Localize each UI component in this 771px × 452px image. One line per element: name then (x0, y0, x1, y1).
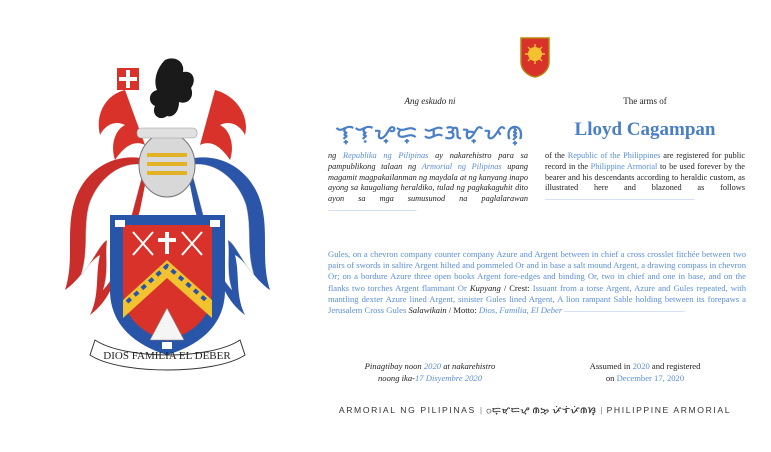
footer-baybayin: ᜀᜇ᜔ᜋᜓᜇᜌ᜔ ᜈᜅ᜔ ᜉᜒᜎᜒᜉᜒᜈᜐ᜔ (486, 405, 597, 415)
registration-text-filipino: ng Republika ng Pilipinas ay nakarehistro para sa pampublikong talaan ng Armorial ng Pilipinas upang magamit magpakailanman ng maydala at ng kanyang inapo ayong sa kaugaliang heraldiko, tulad ng pagkakaguhit dito ayon sa mga sumusunod na paglalarawan ———————————— (328, 151, 529, 214)
kupyang-label: Kupyang (469, 282, 501, 293)
blazon-text: Gules, on a chevron company counter company Azure and Argent between in chief a cross crosslet fitchée between two pairs of swords in saltire Argent hilted and pommeled Or and in base a salt mound Argent, a drawing compass in chevron Or; on a bordure Azure three open books Argent fore-edges and binding Or, two in chief and one in base, and on the flanks two torches Argent flammant Or Kupyang / Crest: Issuant from a torse Argent, Azure and Gules repeated, with mantling dexter Azure lined Argent, sinister Gules lined Argent, A lion rampant Sable holding between its forepaws a Jerusalem Cross Gules Salawikain / Motto: Dios, Familia, El Deber —————————————— (328, 249, 746, 316)
registration-text-english: of the Republic of the Philippines are registered for public record in the Philippine Armorial to be used forever by the bearer and his descendants according to heraldic custom, as illustrated here and blazoned as follows—————————————————— (545, 151, 745, 204)
baybayin-name: ᜎ᜔ᜎᜓᜌ᜔ᜇ᜔ ᜃᜄᜋ᜔ᜉᜈ᜔ (335, 122, 525, 144)
footer-left: ARMORIAL NG PILIPINAS (338, 405, 476, 415)
link-philippine-armorial[interactable]: Philippine Armorial (590, 161, 658, 171)
footer: ARMORIAL NG PILIPINAS | ᜀᜇ᜔ᜋᜓᜇᜌ᜔ ᜈᜅ᜔ ᜉᜒᜎᜒᜉᜒᜈᜐ᜔ | PHILIPPINE ARMORIAL (338, 405, 732, 415)
bearer-name: Lloyd Cagampan (574, 119, 716, 140)
motto-scroll-text: DIOS FAMILIA EL DEBER (103, 350, 231, 362)
seal-icon (520, 36, 550, 78)
heading-filipino: Ang eskudo ni (404, 96, 456, 106)
adoption-date-filipino: Pinagtibay noon 2020 at nakarehistro noong ika-17 Disyembre 2020 (364, 361, 496, 383)
link-armorial-pilipinas[interactable]: Armorial ng Pilipinas (421, 161, 502, 171)
link-republika[interactable]: Republika ng Pilipinas (343, 151, 429, 160)
coat-of-arms (55, 50, 285, 390)
link-republic[interactable]: Republic of the Philippines (567, 151, 661, 160)
heading-english: The arms of (623, 96, 667, 106)
motto-text: Dios, Familia, El Deber (478, 305, 563, 316)
adoption-date-english: Assumed in 2020 and registered on December 17, 2020 (589, 361, 701, 383)
salawikain-label: Salawikain (408, 305, 447, 316)
footer-right: PHILIPPINE ARMORIAL (606, 405, 732, 415)
